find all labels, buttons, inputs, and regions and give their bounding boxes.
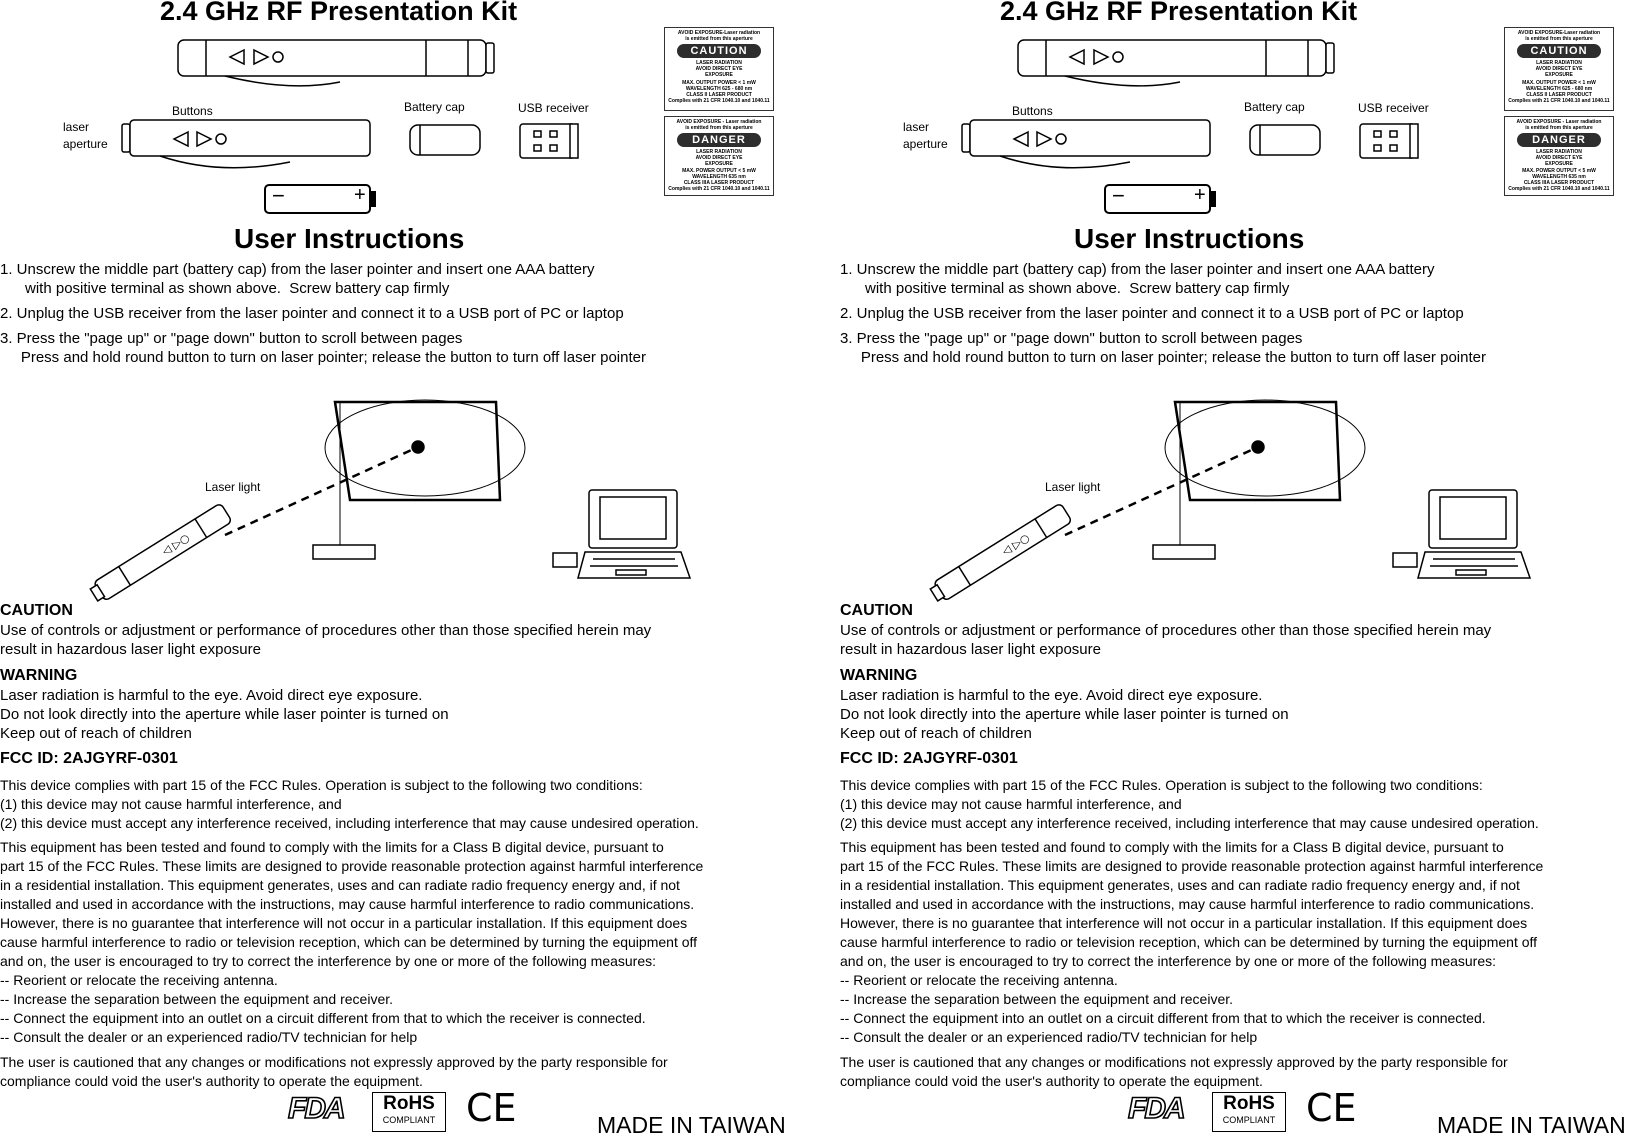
danger-sticker: [664, 116, 774, 196]
danger-sticker-line7: WAVELENGTH 635 nm: [1532, 174, 1586, 180]
fcc-p3-line: compliance could void the user's authority to operate the equipment.: [0, 1073, 423, 1089]
warning-line-1: Laser radiation is harmful to the eye. Avoid direct eye exposure.: [0, 687, 423, 704]
caution-line-1: Use of controls or adjustment or performance of procedures other than those specified herein may: [840, 622, 1492, 639]
fcc-p2-line: However, there is no guarantee that interference will not occur in a particular installation. If this equipment does: [840, 915, 1528, 931]
fcc-p2-line: -- Connect the equipment into an outlet on a circuit different from that to which the receiver is connected.: [0, 1010, 646, 1026]
svg-text:◁ ▷○: ◁ ▷○: [999, 531, 1032, 558]
caution-sticker-line3: LASER RADIATION: [696, 60, 742, 66]
fda-logo: FDA: [288, 1092, 344, 1125]
fcc-paragraph-2: [840, 838, 1543, 1047]
step-2: 2. Unplug the USB receiver from the laser pointer and connect it to a USB port of PC or laptop: [0, 305, 624, 322]
fcc-p1-line: (2) this device must accept any interference received, including interference that may cause undesired operation.: [840, 815, 1539, 831]
usb-receiver-drawing: [1360, 124, 1418, 158]
caution-sticker-line2: is emitted from this aperture: [685, 36, 753, 42]
usage-scene: [88, 400, 690, 604]
caution-sticker-line1: AVOID EXPOSURE-Laser radiation: [677, 30, 761, 36]
made-in-label: MADE IN TAIWAN: [1437, 1112, 1626, 1138]
caution-sticker-pill: CAUTION: [677, 44, 761, 58]
fcc-p2-line: cause harmful interference to radio or television reception, which can be determined by turning the equipment off: [840, 934, 1538, 950]
fcc-p2-line: cause harmful interference to radio or television reception, which can be determined by turning the equipment off: [0, 934, 698, 950]
fcc-p2-line: installed and used in accordance with the instructions, may cause harmful interference to radio communications.: [0, 896, 695, 912]
caution-sticker-line2: is emitted from this aperture: [1525, 36, 1593, 42]
rohs-logo: [1212, 1092, 1286, 1132]
caution-heading: CAUTION: [0, 602, 73, 619]
usage-scene: [928, 400, 1530, 604]
usb-receiver-label: USB receiver: [1358, 101, 1429, 115]
danger-sticker-line2: is emitted from this aperture: [685, 125, 753, 131]
rohs-logo-subtext: COMPLIANT: [382, 1115, 436, 1125]
caution-sticker-line9: Complies with 21 CFR 1040.10 and 1040.11: [1508, 98, 1610, 104]
fcc-p2-line: -- Consult the dealer or an experienced radio/TV technician for help: [840, 1029, 1258, 1045]
step-2: 2. Unplug the USB receiver from the laser pointer and connect it to a USB port of PC or laptop: [840, 305, 1464, 322]
caution-sticker-line7: WAVELENGTH 625 - 680 nm: [1525, 86, 1593, 92]
laser-label: laser: [63, 120, 90, 134]
danger-sticker-line3: LASER RADIATION: [696, 149, 742, 155]
buttons-label: Buttons: [1012, 104, 1053, 118]
fcc-p3-line: compliance could void the user's authority to operate the equipment.: [840, 1073, 1263, 1089]
warning-line-2: Do not look directly into the aperture while laser pointer is turned on: [840, 706, 1289, 723]
aperture-label: aperture: [63, 137, 108, 151]
warning-heading: WARNING: [840, 667, 918, 684]
rohs-logo: [372, 1092, 446, 1132]
danger-sticker-line1: AVOID EXPOSURE - Laser radiation: [1516, 119, 1602, 125]
fcc-heading: FCC ID: 2AJGYRF-0301: [0, 750, 178, 767]
danger-sticker-pill: DANGER: [1517, 133, 1601, 147]
fcc-p2-line: part 15 of the FCC Rules. These limits are designed to provide reasonable protection against harmful interference: [840, 858, 1544, 874]
buttons-label: Buttons: [172, 104, 213, 118]
danger-sticker-line8: CLASS IIIA LASER PRODUCT: [683, 180, 755, 186]
svg-text:◁ ▷○: ◁ ▷○: [159, 531, 192, 558]
fcc-p1-line: (2) this device must accept any interference received, including interference that may cause undesired operation.: [0, 815, 699, 831]
caution-sticker: [1504, 27, 1614, 111]
caution-sticker-pill: CAUTION: [1517, 44, 1601, 58]
danger-sticker: [1504, 116, 1614, 196]
caution-line-1: Use of controls or adjustment or performance of procedures other than those specified herein may: [0, 622, 652, 639]
fcc-p1-line: This device complies with part 15 of the FCC Rules. Operation is subject to the following two conditions:: [840, 777, 1483, 793]
step-3-line-1: 3. Press the "page up" or "page down" button to scroll between pages: [840, 330, 1303, 347]
step-1-line-2: with positive terminal as shown above. Screw battery cap firmly: [840, 280, 1290, 297]
fcc-paragraph-3: [840, 1053, 1508, 1091]
fcc-paragraph-1: [0, 776, 699, 833]
caution-sticker-line8: CLASS II LASER PRODUCT: [686, 92, 752, 98]
laser-pointer-top: [1018, 40, 1334, 86]
fcc-p2-line: However, there is no guarantee that interference will not occur in a particular installation. If this equipment does: [0, 915, 688, 931]
danger-sticker-line1: AVOID EXPOSURE - Laser radiation: [676, 119, 762, 125]
fcc-p3-line: The user is cautioned that any changes or modifications not expressly approved by the party responsible for: [840, 1054, 1508, 1070]
made-in-label: MADE IN TAIWAN: [597, 1112, 786, 1138]
warning-line-2: Do not look directly into the aperture while laser pointer is turned on: [0, 706, 449, 723]
danger-sticker-line8: CLASS IIIA LASER PRODUCT: [1523, 180, 1595, 186]
fcc-p2-line: in a residential installation. This equipment generates, uses and can radiate radio frequency energy and, if not: [0, 877, 680, 893]
danger-sticker-line9: Complies with 21 CFR 1040.10 and 1040.11: [668, 186, 770, 192]
kit-title: 2.4 GHz RF Presentation Kit: [160, 0, 518, 26]
laser-label: laser: [903, 120, 930, 134]
user-instructions-title: User Instructions: [1074, 223, 1305, 254]
fcc-p2-line: -- Increase the separation between the equipment and receiver.: [840, 991, 1234, 1007]
fcc-p2-line: -- Consult the dealer or an experienced radio/TV technician for help: [0, 1029, 418, 1045]
rohs-logo-text: RoHS: [1223, 1093, 1275, 1114]
fcc-p2-line: -- Reorient or relocate the receiving antenna.: [840, 972, 1118, 988]
user-instructions-title: User Instructions: [234, 223, 465, 254]
danger-sticker-line2: is emitted from this aperture: [1525, 125, 1593, 131]
battery-cap-label: Battery cap: [1244, 100, 1305, 114]
fcc-p2-line: -- Connect the equipment into an outlet on a circuit different from that to which the receiver is connected.: [840, 1010, 1486, 1026]
step-3-line-2: Press and hold round button to turn on laser pointer; release the button to turn off laser pointer: [0, 349, 646, 366]
danger-sticker-line4: AVOID DIRECT EYE: [695, 155, 743, 161]
caution-sticker-line7: WAVELENGTH 625 - 680 nm: [685, 86, 753, 92]
fcc-p2-line: installed and used in accordance with the instructions, may cause harmful interference to radio communications.: [840, 896, 1535, 912]
fcc-paragraph-2: [0, 838, 703, 1047]
caution-sticker-line5: EXPOSURE: [1545, 72, 1573, 78]
battery-cap-drawing: [1250, 125, 1320, 155]
warning-line-1: Laser radiation is harmful to the eye. Avoid direct eye exposure.: [840, 687, 1263, 704]
danger-sticker-line5: EXPOSURE: [705, 161, 733, 167]
rohs-logo-subtext: COMPLIANT: [1222, 1115, 1276, 1125]
fcc-p2-line: and on, the user is encouraged to try to correct the interference by one or more of the following measures:: [0, 953, 657, 969]
laser-pointer-top: [178, 40, 494, 86]
fcc-p2-line: -- Increase the separation between the equipment and receiver.: [0, 991, 394, 1007]
caution-sticker-line5: EXPOSURE: [705, 72, 733, 78]
caution-heading: CAUTION: [840, 602, 913, 619]
ce-mark: CE: [1306, 1086, 1357, 1130]
caution-sticker-line4: AVOID DIRECT EYE: [695, 66, 743, 72]
caution-sticker-line9: Complies with 21 CFR 1040.10 and 1040.11: [668, 98, 770, 104]
fcc-p2-line: This equipment has been tested and found to comply with the limits for a Class B digital device, pursuant to: [0, 839, 664, 855]
aperture-label: aperture: [903, 137, 948, 151]
fcc-p2-line: -- Reorient or relocate the receiving antenna.: [0, 972, 278, 988]
battery-plus: +: [1194, 184, 1206, 206]
laser-light-label: Laser light: [205, 480, 261, 494]
battery-cap-label: Battery cap: [404, 100, 465, 114]
caution-sticker-line8: CLASS II LASER PRODUCT: [1526, 92, 1592, 98]
fcc-paragraph-3: [0, 1053, 668, 1091]
rohs-logo-text: RoHS: [383, 1093, 435, 1114]
fcc-p3-line: The user is cautioned that any changes or modifications not expressly approved by the party responsible for: [0, 1054, 668, 1070]
step-3-line-1: 3. Press the "page up" or "page down" button to scroll between pages: [0, 330, 463, 347]
battery-minus: −: [1112, 183, 1125, 208]
fda-logo: FDA: [1128, 1092, 1184, 1125]
laptop-drawing: [1393, 490, 1530, 578]
right-panel: [840, 0, 1640, 1138]
fcc-p2-line: in a residential installation. This equipment generates, uses and can radiate radio frequency energy and, if not: [840, 877, 1520, 893]
fcc-paragraph-1: [840, 776, 1539, 833]
caution-sticker-line1: AVOID EXPOSURE-Laser radiation: [1517, 30, 1601, 36]
step-3-line-2: Press and hold round button to turn on laser pointer; release the button to turn off laser pointer: [840, 349, 1486, 366]
fcc-p2-line: This equipment has been tested and found to comply with the limits for a Class B digital device, pursuant to: [840, 839, 1504, 855]
danger-sticker-line6: MAX. POWER OUTPUT < 5 mW: [682, 168, 756, 174]
fcc-p2-line: and on, the user is encouraged to try to correct the interference by one or more of the following measures:: [840, 953, 1497, 969]
danger-sticker-line6: MAX. POWER OUTPUT < 5 mW: [1522, 168, 1596, 174]
danger-sticker-pill: DANGER: [677, 133, 761, 147]
caution-sticker: [664, 27, 774, 111]
laser-light-label: Laser light: [1045, 480, 1101, 494]
battery-minus: −: [272, 183, 285, 208]
battery-cap-drawing: [410, 125, 480, 155]
fcc-p2-line: part 15 of the FCC Rules. These limits are designed to provide reasonable protection against harmful interference: [0, 858, 704, 874]
caution-sticker-line4: AVOID DIRECT EYE: [1535, 66, 1583, 72]
step-1-line-2: with positive terminal as shown above. Screw battery cap firmly: [0, 280, 450, 297]
danger-sticker-line4: AVOID DIRECT EYE: [1535, 155, 1583, 161]
usb-receiver-drawing: [520, 124, 578, 158]
danger-sticker-line7: WAVELENGTH 635 nm: [692, 174, 746, 180]
left-panel: [0, 0, 800, 1138]
warning-line-3: Keep out of reach of children: [840, 725, 1032, 742]
step-1-line-1: 1. Unscrew the middle part (battery cap) from the laser pointer and insert one AAA battery: [840, 261, 1435, 278]
battery-plus: +: [354, 184, 366, 206]
warning-heading: WARNING: [0, 667, 78, 684]
danger-sticker-line5: EXPOSURE: [1545, 161, 1573, 167]
caution-sticker-line6: MAX. OUTPUT POWER < 1 mW: [1522, 80, 1596, 86]
laser-pointer-middle: [122, 120, 370, 168]
warning-line-3: Keep out of reach of children: [0, 725, 192, 742]
fcc-p1-line: (1) this device may not cause harmful interference, and: [0, 796, 342, 812]
usb-receiver-label: USB receiver: [518, 101, 589, 115]
fcc-p1-line: (1) this device may not cause harmful interference, and: [840, 796, 1182, 812]
danger-sticker-line3: LASER RADIATION: [1536, 149, 1582, 155]
caution-line-2: result in hazardous laser light exposure: [0, 641, 261, 658]
kit-title: 2.4 GHz RF Presentation Kit: [1000, 0, 1358, 26]
ce-mark: CE: [466, 1086, 517, 1130]
laptop-drawing: [553, 490, 690, 578]
danger-sticker-line9: Complies with 21 CFR 1040.10 and 1040.11: [1508, 186, 1610, 192]
step-1-line-1: 1. Unscrew the middle part (battery cap) from the laser pointer and insert one AAA battery: [0, 261, 595, 278]
caution-line-2: result in hazardous laser light exposure: [840, 641, 1101, 658]
caution-sticker-line6: MAX. OUTPUT POWER < 1 mW: [682, 80, 756, 86]
laser-pointer-middle: [962, 120, 1210, 168]
caution-sticker-line3: LASER RADIATION: [1536, 60, 1582, 66]
fcc-p1-line: This device complies with part 15 of the FCC Rules. Operation is subject to the following two conditions:: [0, 777, 643, 793]
fcc-heading: FCC ID: 2AJGYRF-0301: [840, 750, 1018, 767]
